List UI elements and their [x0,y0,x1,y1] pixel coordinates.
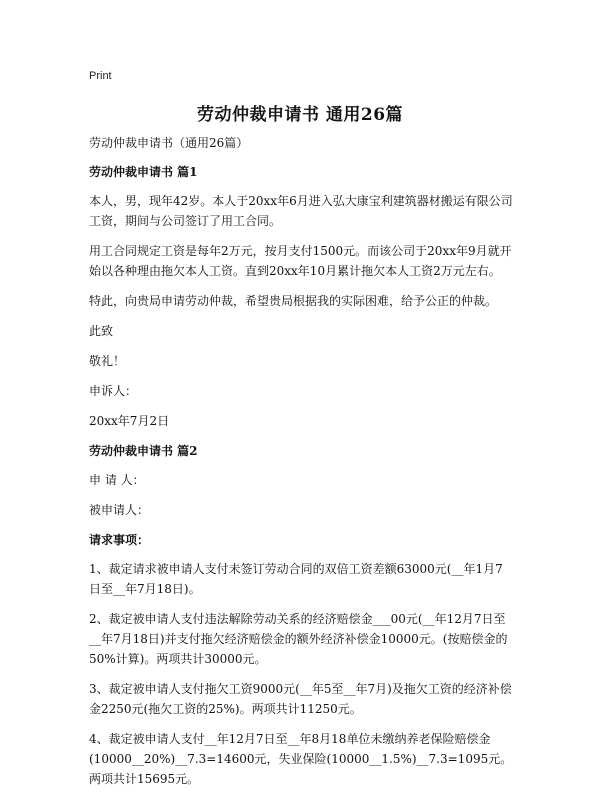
paragraph: 用工合同规定工资是每年2万元，按月支付1500元。而该公司于20xx年9月就开始以各种理由拖欠本人工资。直到20xx年10月累计拖欠本人工资2万元左右。 [89,244,512,278]
request-item: 1、裁定请求被申请人支付未签订劳动合同的双倍工资差额63000元(__年1月7日至__年7月18日)。 [89,562,503,596]
applicant-line: 申诉人： [89,384,138,398]
paragraph: 本人，男，现年42岁。本人于20xx年6月进入弘大康宝利建筑器材搬运有限公司工资，期间与公司签订了用工合同。 [89,194,513,228]
requests-heading: 请求事项： [89,533,150,547]
respondent-line: 被申请人： [89,503,150,517]
section-heading-1: 劳动仲裁申请书 篇1 [89,165,198,179]
page-title: 劳动仲裁申请书 通用26篇 [196,105,404,125]
applicant-line: 申 请 人： [89,473,145,487]
request-item: 3、裁定被申请人支付拖欠工资9000元(__年5至__年7月)及拖欠工资的经济补偿金2250元(拖欠工资的25%)。两项共计11250元。 [89,682,512,716]
date-line: 20xx年7月2日 [89,414,170,428]
closing-line: 此致 [89,324,114,338]
print-label: Print [89,70,112,82]
closing-line: 敬礼！ [89,354,126,368]
document-subtitle: 劳动仲裁申请书（通用26篇） [89,136,249,150]
document-body [89,133,514,799]
request-item: 4、裁定被申请人支付__年12月7日至__年8月18单位未缴纳养老保险赔偿金(10000__20%)__7.3=14600元，失业保险(10000__1.5%)__7.3=1095元。两项共计15695元。 [89,732,513,786]
section-heading-2: 劳动仲裁申请书 篇2 [89,444,198,458]
request-item: 2、裁定被申请人支付违法解除劳动关系的经济赔偿金___00元(__年12月7日至__年7月18日)并支付拖欠经济赔偿金的额外经济补偿金10000元。(按赔偿金的50%计算)。两项共计30000元。 [89,612,508,666]
paragraph: 特此，向贵局申请劳动仲裁，希望贵局根据我的实际困难，给予公正的仲裁。 [89,294,498,308]
